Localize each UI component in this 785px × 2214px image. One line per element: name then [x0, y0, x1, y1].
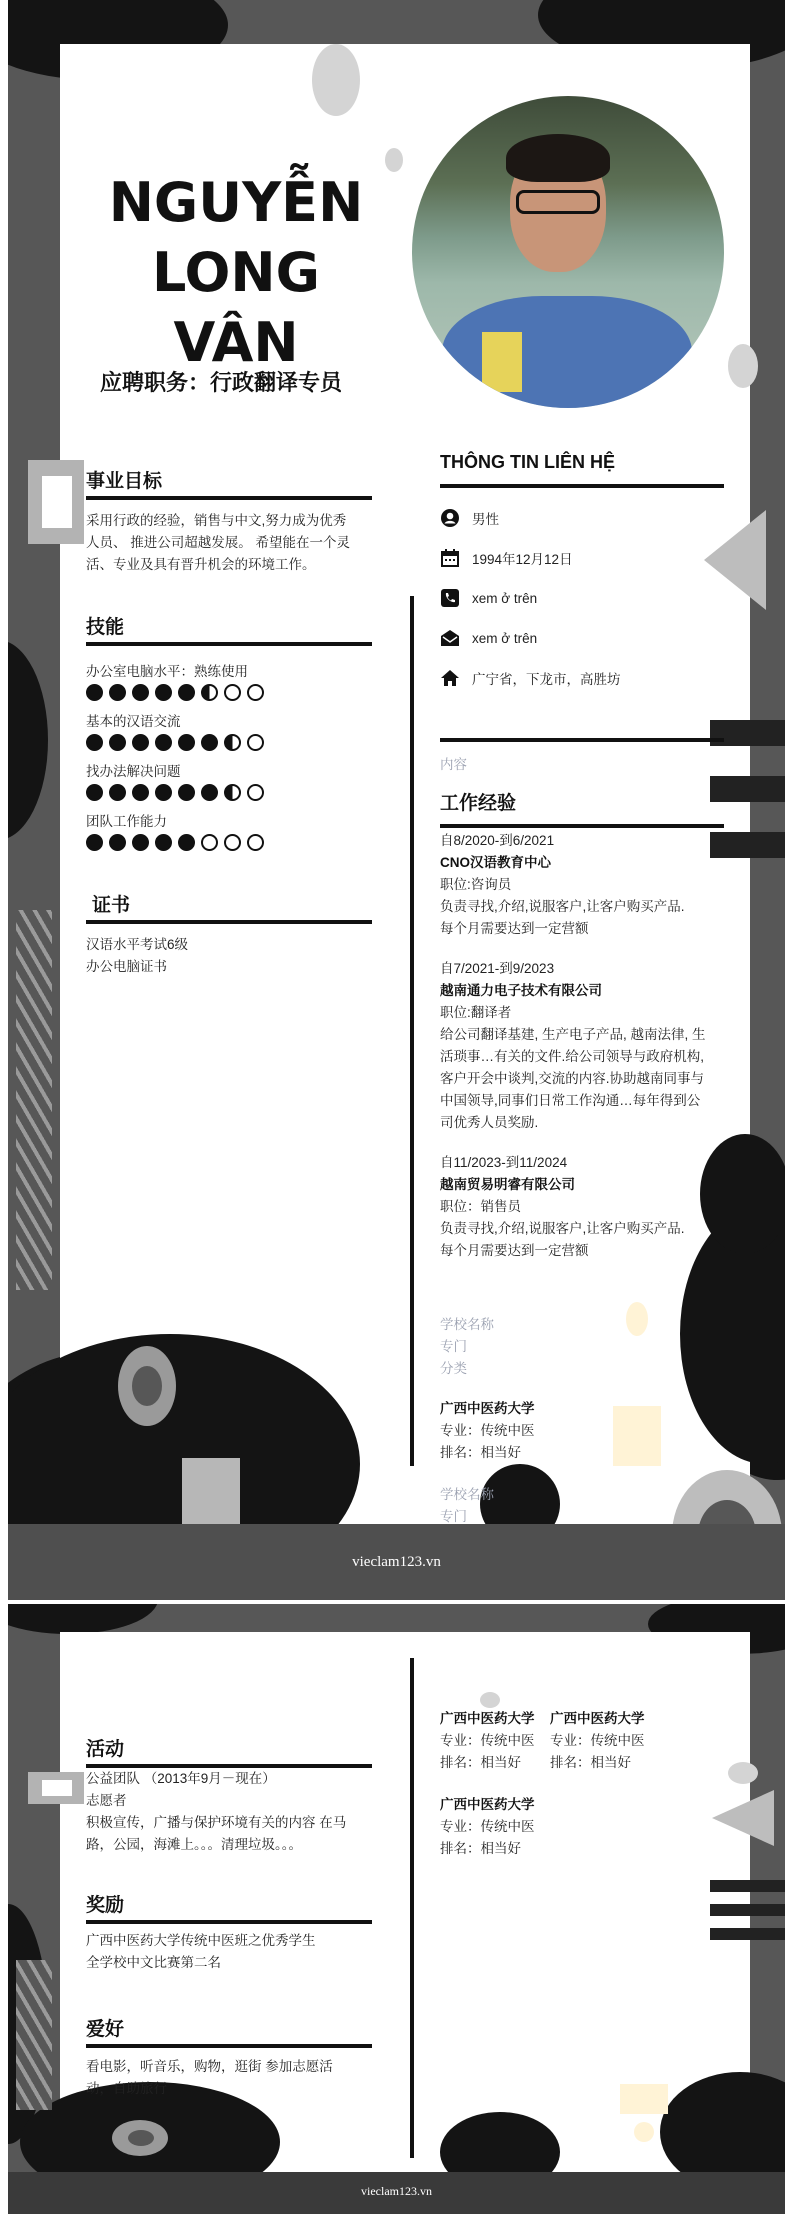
applied-position: 应聘职务：行政翻译专员: [100, 370, 343, 395]
skill-dot: [247, 784, 264, 801]
skill-dot: [201, 684, 218, 701]
education-rank: 排名：相当好: [550, 1755, 631, 1770]
envelope-icon: [440, 628, 460, 648]
decor-blob: [8, 640, 48, 840]
education-entry: [440, 1794, 535, 1860]
skill-dot: [247, 834, 264, 851]
decor-blob: [728, 344, 758, 388]
section-rule: [86, 496, 372, 500]
column-divider: [410, 1658, 414, 2158]
job-period: 自11/2023-到11/2024: [440, 1155, 568, 1170]
hobbies-text: [86, 2056, 376, 2100]
skill-label: 基本的汉语交流: [86, 714, 181, 729]
job-desc: 给公司翻译基建, 生产电子产品, 越南法律, 生: [440, 1027, 706, 1042]
activities-title: 活动: [86, 1739, 125, 1760]
education-entry: [550, 1708, 645, 1774]
email-value: xem ở trên: [472, 630, 538, 646]
decor-stripes: [16, 1960, 52, 2110]
skill-dot: [86, 834, 103, 851]
job-company: CNO汉语教育中心: [440, 855, 551, 870]
contact-email: [440, 628, 537, 648]
education-school: 广西中医药大学: [550, 1711, 645, 1726]
certificate-item: 办公电脑证书: [86, 959, 167, 974]
decor-blob: [312, 44, 360, 116]
hobby-line: 动，自助旅行: [86, 2081, 167, 2096]
skill-dot: [109, 684, 126, 701]
major-placeholder: 专门: [440, 1509, 467, 1524]
job-desc: 负责寻找,介绍,说服客户,让客户购买产品.: [440, 1221, 685, 1236]
award-line: 全学校中文比赛第二名: [86, 1955, 221, 1970]
skill-dot: [109, 734, 126, 751]
photo-vest: [442, 296, 692, 408]
activity-line: 路，公园，海滩上。。。清理垃圾。。。: [86, 1837, 302, 1852]
skill-dot: [201, 834, 218, 851]
skill-dot: [86, 734, 103, 751]
hobbies-title: 爱好: [86, 2019, 125, 2040]
job-company: 越南通力电子技术有限公司: [440, 983, 602, 998]
job-desc: 每个月需要达到一定营额: [440, 921, 589, 936]
career-objective-text: [86, 510, 376, 576]
skill-rating: [86, 784, 264, 801]
job-entry: [440, 958, 730, 1134]
page-footer: [8, 1524, 785, 1600]
skill-dot: [178, 834, 195, 851]
objective-line: 人员、 推进公司超越发展。 希望能在一个灵: [86, 535, 351, 550]
name-line-1: NGUYỄN: [108, 171, 364, 234]
skill-label: 找办法解决问题: [86, 764, 181, 779]
skill-dot: [224, 834, 241, 851]
education-major: 专业：传统中医: [550, 1733, 645, 1748]
skill-dot: [155, 834, 172, 851]
education-placeholder: [440, 1314, 494, 1380]
calendar-icon: [440, 548, 460, 568]
education-rank: 排名：相当好: [440, 1841, 521, 1856]
education-school: 广西中医药大学: [440, 1711, 535, 1726]
job-role: 职位:咨询员: [440, 877, 512, 892]
education-entry: [440, 1708, 535, 1774]
section-rule: [86, 920, 372, 924]
gender-value: 男性: [472, 512, 499, 527]
address-value: 广宁省，下龙市，高胜坊: [472, 672, 621, 687]
contact-address: [440, 668, 621, 688]
skill-dot: [86, 684, 103, 701]
section-rule: [86, 2044, 372, 2048]
objective-line: 活、专业及具有晋升机会的环境工作。: [86, 557, 316, 572]
skill-label: 办公室电脑水平：熟练使用: [86, 664, 248, 679]
education-rank: 排名：相当好: [440, 1445, 521, 1460]
decor-cream-dot: [634, 2122, 654, 2142]
job-desc: 活琐事…有关的文件.给公司领导与政府机构,: [440, 1049, 705, 1064]
job-entry: [440, 1152, 730, 1262]
skill-dot: [132, 734, 149, 751]
education-major: 专业：传统中医: [440, 1423, 535, 1438]
decor-rect: [182, 1458, 240, 1528]
contact-title: THÔNG TIN LIÊN HỆ: [440, 452, 615, 472]
decor-triangle: [704, 510, 766, 610]
section-rule: [86, 642, 372, 646]
section-rule: [440, 484, 724, 488]
resume-page-2: [8, 1604, 785, 2214]
education-rank: 排名：相当好: [440, 1755, 521, 1770]
certificates-title: 证书: [92, 895, 131, 916]
job-desc: 每个月需要达到一定营额: [440, 1243, 589, 1258]
job-desc: 负责寻找,介绍,说服客户,让客户购买产品.: [440, 899, 685, 914]
job-role: 职位:翻译者: [440, 1005, 512, 1020]
decor-bar: [710, 1904, 785, 1916]
activity-line: 志愿者: [86, 1793, 127, 1808]
decor-blob: [480, 1692, 500, 1708]
photo-hair: [506, 134, 610, 182]
skill-dot: [247, 734, 264, 751]
skill-dot: [201, 734, 218, 751]
hobby-line: 看电影，听音乐，购物，逛街 参加志愿活: [86, 2059, 333, 2074]
award-line: 广西中医药大学传统中医班之优秀学生: [86, 1933, 316, 1948]
job-desc: 客户开会中谈判,交流的内容.协助越南同事与: [440, 1071, 705, 1086]
career-objective-title: 事业目标: [86, 471, 163, 492]
decor-blob: [728, 1762, 758, 1784]
home-icon: [440, 668, 460, 688]
skill-label: 团队工作能力: [86, 814, 167, 829]
experience-title: 工作经验: [440, 793, 517, 814]
skill-dot: [178, 684, 195, 701]
decor-ring-inner: [132, 1366, 162, 1406]
section-rule: [440, 738, 724, 742]
skill-dot: [109, 784, 126, 801]
job-entry: [440, 830, 730, 940]
photo-vest-strap: [482, 332, 522, 392]
decor-square-inner: [42, 1780, 72, 1796]
education-school: 广西中医药大学: [440, 1401, 535, 1416]
job-company: 越南贸易明睿有限公司: [440, 1177, 575, 1192]
photo-glasses: [516, 190, 600, 214]
profile-photo: [412, 96, 724, 408]
decor-cream-square: [620, 2084, 668, 2114]
education-major: 专业：传统中医: [440, 1733, 535, 1748]
skill-rating: [86, 734, 264, 751]
contact-birthday: [440, 548, 573, 568]
activities-text: [86, 1768, 376, 1856]
decor-bar: [710, 776, 785, 802]
user-icon: [440, 508, 460, 528]
section-rule: [86, 1920, 372, 1924]
skills-title: 技能: [86, 617, 125, 638]
footer-brand: vieclam123.vn: [361, 2184, 432, 2198]
contact-phone: [440, 588, 537, 608]
education-school: 广西中医药大学: [440, 1797, 535, 1812]
skill-dot: [178, 734, 195, 751]
decor-blob: [385, 148, 403, 172]
skill-dot: [224, 684, 241, 701]
section-rule: [440, 824, 724, 828]
skill-rating: [86, 834, 264, 851]
skill-dot: [132, 834, 149, 851]
birthday-value: 1994年12月12日: [472, 552, 573, 567]
job-role: 职位：销售员: [440, 1199, 521, 1214]
column-divider: [410, 596, 414, 1466]
certificates-list: [86, 934, 188, 978]
content-placeholder: 内容: [440, 757, 467, 772]
job-desc: 司优秀人员奖励.: [440, 1115, 539, 1130]
skill-dot: [201, 784, 218, 801]
education-entry: [440, 1398, 535, 1464]
rank-placeholder: 分类: [440, 1361, 467, 1376]
activity-line: 积极宣传，广播与保护环境有关的内容 在马: [86, 1815, 347, 1830]
decor-bar: [710, 720, 785, 746]
skill-dot: [109, 834, 126, 851]
name-line-2: LONG VÂN: [152, 241, 320, 374]
phone-value: xem ở trên: [472, 590, 538, 606]
decor-bar: [710, 1880, 785, 1892]
decor-cream-dot: [626, 1302, 648, 1336]
skill-dot: [132, 784, 149, 801]
skill-dot: [224, 784, 241, 801]
skill-dot: [86, 784, 103, 801]
awards-title: 奖励: [86, 1895, 125, 1916]
decor-stripes: [16, 910, 52, 1290]
education-major: 专业：传统中医: [440, 1819, 535, 1834]
candidate-name: [86, 168, 386, 378]
skill-dot: [155, 684, 172, 701]
resume-page-1: [8, 0, 785, 1600]
objective-line: 采用行政的经验，销售与中文,努力成为优秀: [86, 513, 347, 528]
decor-blob: [8, 1604, 158, 1634]
page-footer: [8, 2172, 785, 2214]
footer-brand: vieclam123.vn: [352, 1554, 441, 1570]
activity-line: 公益团队 （2013年9月－现在）: [86, 1771, 276, 1786]
skill-dot: [132, 684, 149, 701]
decor-ring-inner: [128, 2130, 154, 2146]
awards-text: [86, 1930, 376, 1974]
skill-dot: [224, 734, 241, 751]
skill-dot: [155, 784, 172, 801]
skill-rating: [86, 684, 264, 701]
skill-dot: [155, 734, 172, 751]
contact-gender: [440, 508, 499, 528]
job-period: 自7/2021-到9/2023: [440, 961, 555, 976]
job-period: 自8/2020-到6/2021: [440, 833, 555, 848]
skill-dot: [247, 684, 264, 701]
major-placeholder: 专门: [440, 1339, 467, 1354]
decor-square-inner: [42, 476, 72, 528]
decor-bar: [710, 1928, 785, 1940]
job-desc: 中国领导,同事们日常工作沟通…每年得到公: [440, 1093, 701, 1108]
school-placeholder: 学校名称: [440, 1317, 494, 1332]
decor-triangle: [712, 1790, 774, 1846]
certificate-item: 汉语水平考试6级: [86, 937, 189, 952]
skill-dot: [178, 784, 195, 801]
phone-icon: [440, 588, 460, 608]
decor-cream-square: [613, 1406, 661, 1466]
school-placeholder: 学校名称: [440, 1487, 494, 1502]
